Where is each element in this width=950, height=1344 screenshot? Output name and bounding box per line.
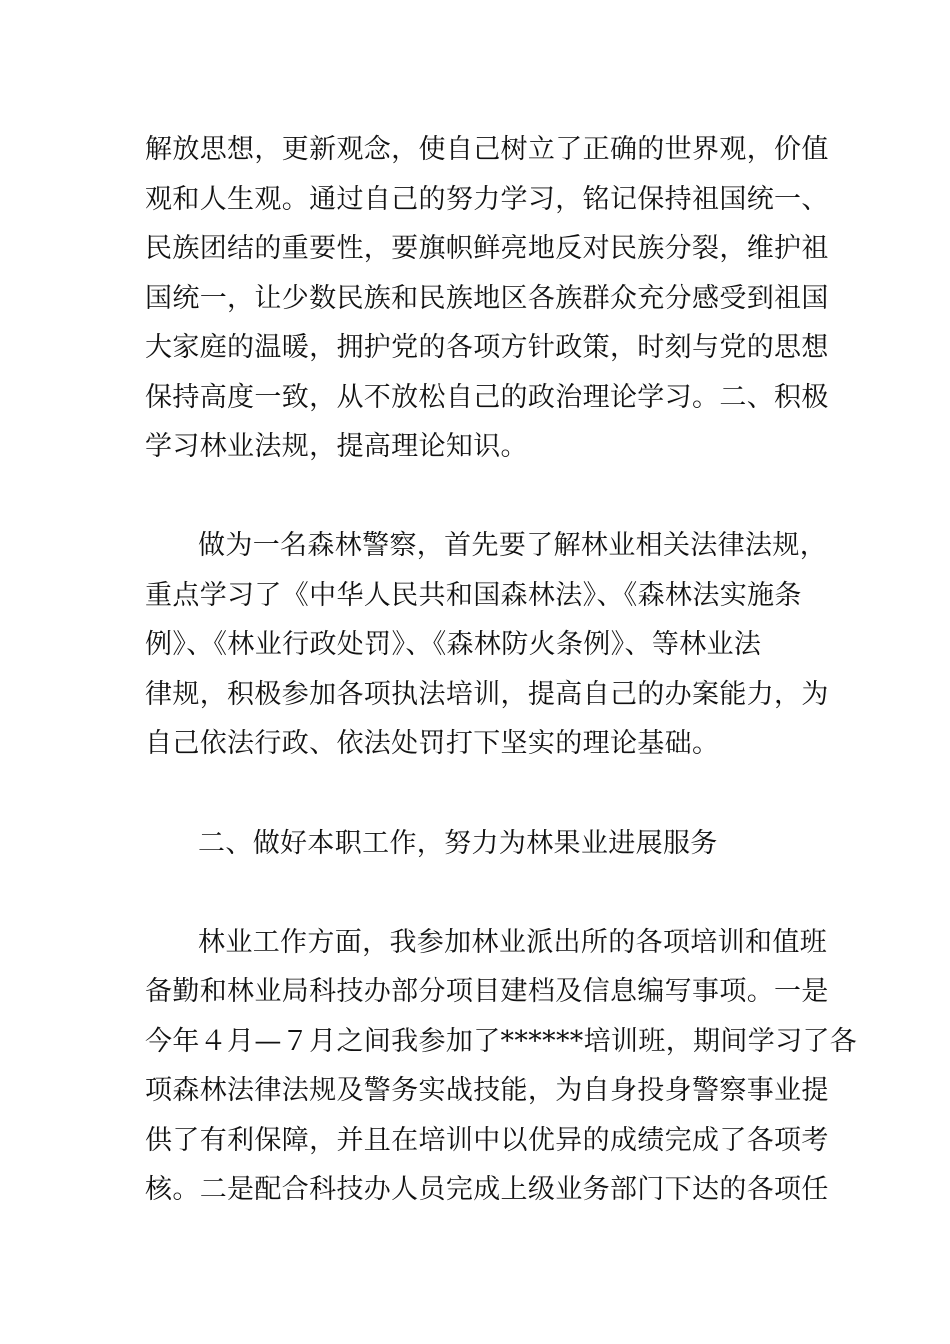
text-line: 解放思想，更新观念，使自己树立了正确的世界观，价值: [145, 134, 829, 165]
text-line: 备勤和林业局科技办部分项目建档及信息编写事项。一是: [145, 976, 829, 1007]
text-line: 国统一，让少数民族和民族地区各族群众充分感受到祖国: [145, 283, 829, 314]
heading-line: 二、做好本职工作，努力为林果业进展服务: [198, 828, 718, 859]
text-line: 重点学习了《中华人民共和国森林法》、《森林法实施条: [145, 580, 802, 611]
text-line: 大家庭的温暖，拥护党的各项方针政策，时刻与党的思想: [145, 332, 829, 363]
text-line: 做为一名森林警察，首先要了解林业相关法律法规，: [198, 530, 828, 561]
text-line: 自己依法行政、依法处罚打下坚实的理论基础。: [145, 728, 720, 759]
text-line: 项森林法律法规及警务实战技能，为自身投身警察事业提: [145, 1075, 829, 1106]
text-line: 供了有利保障，并且在培训中以优异的成绩完成了各项考: [145, 1125, 829, 1156]
text-line: 观和人生观。通过自己的努力学习，铭记保持祖国统一、: [145, 184, 829, 215]
text-line: 律规，积极参加各项执法培训，提高自己的办案能力，为: [145, 679, 829, 710]
text-line: 例》、《林业行政处罚》、《森林防火条例》、等林业法: [145, 629, 762, 660]
text-line: 学习林业法规，提高理论知识。: [145, 431, 528, 462]
text-line: 林业工作方面，我参加林业派出所的各项培训和值班: [198, 927, 828, 958]
text-line: 今年４月—７月之间我参加了******培训班，期间学习了各: [145, 1026, 858, 1057]
text-line: 核。二是配合科技办人员完成上级业务部门下达的各项任: [145, 1174, 829, 1205]
text-line: 保持高度一致，从不放松自己的政治理论学习。二、积极: [145, 382, 829, 413]
text-line: 民族团结的重要性，要旗帜鲜亮地反对民族分裂，维护祖: [145, 233, 829, 264]
